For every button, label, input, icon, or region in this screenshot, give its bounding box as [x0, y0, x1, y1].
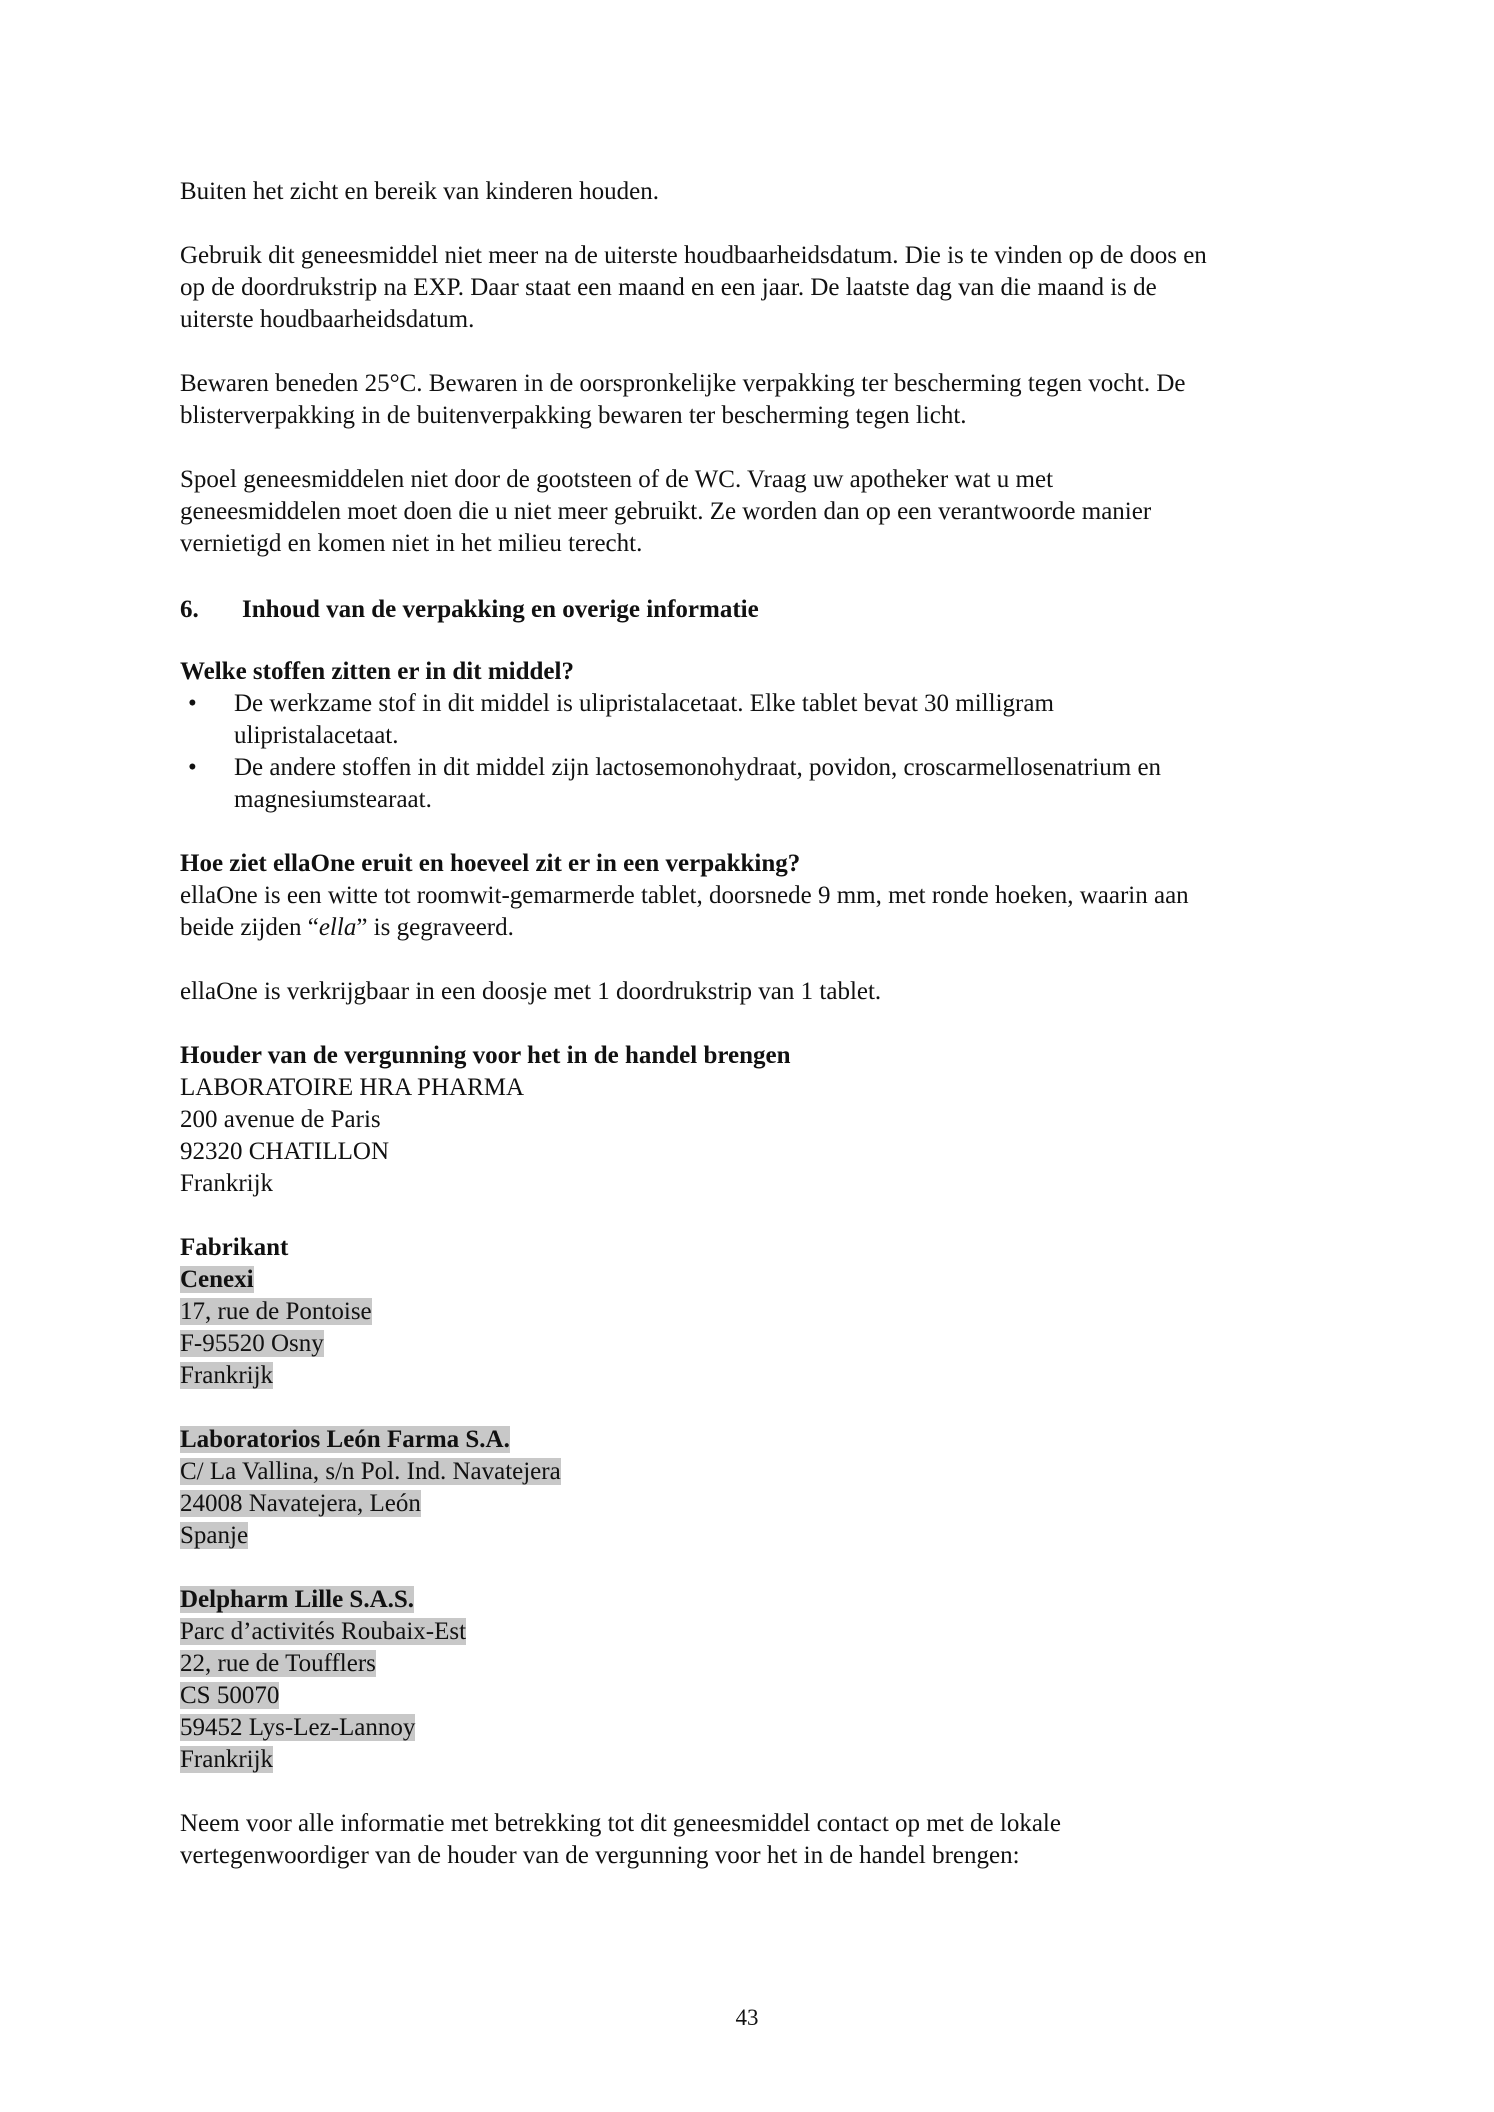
paragraph-keep-away: Buiten het zicht en bereik van kinderen houden.: [180, 178, 660, 205]
address-line: Parc d’activités Roubaix-Est: [180, 1618, 467, 1645]
address-line: 59452 Lys-Lez-Lannoy: [180, 1714, 416, 1741]
paragraph-pack: ellaOne is verkrijgbaar in een doosje met 1 doordrukstrip van 1 tablet.: [180, 978, 882, 1005]
section-title: Inhoud van de verpakking en overige informatie: [242, 596, 759, 623]
text-line: geneesmiddelen moet doen die u niet meer gebruikt. Ze worden dan op een verantwoorde manier: [180, 498, 1152, 525]
address-line: 92320 CHATILLON: [180, 1138, 390, 1165]
text-line: Spoel geneesmiddelen niet door de gootsteen of de WC. Vraag uw apotheker wat u met: [180, 466, 1054, 493]
address-line: LABORATOIRE HRA PHARMA: [180, 1074, 525, 1101]
list-item: [180, 688, 1330, 752]
paragraph-contact: [180, 1808, 1330, 1872]
engraving-text: ella: [318, 914, 357, 941]
text-line: [180, 912, 1330, 944]
manufacturer-site: [180, 1584, 1330, 1776]
address-line: F-95520 Osny: [180, 1330, 324, 1357]
text-line: op de doordrukstrip na EXP. Daar staat een maand en een jaar. De laatste dag van die maand is de: [180, 274, 1157, 301]
holder-heading: Houder van de vergunning voor het in de handel brengen: [180, 1042, 791, 1069]
text-fragment: ” is gegraveerd.: [356, 914, 514, 941]
section-heading: [180, 594, 1330, 626]
text-line: vernietigd en komen niet in het milieu terecht.: [180, 530, 643, 557]
text-line: De werkzame stof in dit middel is ulipristalacetaat. Elke tablet bevat 30 milligram: [234, 690, 1054, 717]
manufacturer-name: Cenexi: [180, 1266, 254, 1293]
appearance-heading: Hoe ziet ellaOne eruit en hoeveel zit er in een verpakking?: [180, 850, 801, 877]
text-line: uiterste houdbaarheidsdatum.: [180, 306, 475, 333]
paragraph-appearance: [180, 880, 1330, 944]
page-number: 43: [735, 2005, 759, 2030]
text-line: De andere stoffen in dit middel zijn lactosemonohydraat, povidon, croscarmellosenatrium en: [234, 754, 1162, 781]
address-line: 22, rue de Toufflers: [180, 1650, 376, 1677]
ingredients-list: [180, 688, 1330, 816]
holder-address: [180, 1072, 1330, 1200]
address-line: Frankrijk: [180, 1362, 274, 1389]
paragraph-disposal: [180, 464, 1330, 560]
text-line: ulipristalacetaat.: [234, 722, 399, 749]
paragraph-storage: [180, 368, 1330, 432]
text-line: ellaOne is een witte tot roomwit-gemarmerde tablet, doorsnede 9 mm, met ronde hoeken, waarin aan: [180, 882, 1189, 909]
document-page: [180, 176, 1330, 1872]
text-line: Bewaren beneden 25°C. Bewaren in de oorspronkelijke verpakking ter bescherming tegen vocht. De: [180, 370, 1186, 397]
text-line: magnesiumstearaat.: [234, 786, 432, 813]
address-line: CS 50070: [180, 1682, 280, 1709]
ingredients-heading: Welke stoffen zitten er in dit middel?: [180, 658, 574, 685]
address-line: Frankrijk: [180, 1746, 274, 1773]
address-line: C/ La Vallina, s/n Pol. Ind. Navatejera: [180, 1458, 561, 1485]
manufacturer-site: [180, 1264, 1330, 1392]
bullet-icon: •: [188, 690, 197, 717]
text-line: Neem voor alle informatie met betrekking tot dit geneesmiddel contact op met de lokale: [180, 1810, 1061, 1837]
address-line: Frankrijk: [180, 1170, 274, 1197]
address-line: 24008 Navatejera, León: [180, 1490, 421, 1517]
address-line: 200 avenue de Paris: [180, 1106, 381, 1133]
paragraph-expiry: [180, 240, 1330, 336]
manufacturer-site: [180, 1424, 1330, 1552]
address-line: 17, rue de Pontoise: [180, 1298, 372, 1325]
text-line: vertegenwoordiger van de houder van de vergunning voor het in de handel brengen:: [180, 1842, 1020, 1869]
list-item: [180, 752, 1330, 816]
text-line: blisterverpakking in de buitenverpakking bewaren ter bescherming tegen licht.: [180, 402, 967, 429]
manufacturer-name: Laboratorios León Farma S.A.: [180, 1426, 510, 1453]
bullet-icon: •: [188, 754, 197, 781]
manufacturer-heading: Fabrikant: [180, 1234, 289, 1261]
text-line: Gebruik dit geneesmiddel niet meer na de uiterste houdbaarheidsdatum. Die is te vinden op de doos en: [180, 242, 1207, 269]
section-number: 6.: [180, 596, 199, 623]
text-fragment: beide zijden “: [180, 914, 319, 941]
address-line: Spanje: [180, 1522, 249, 1549]
manufacturer-name: Delpharm Lille S.A.S.: [180, 1586, 415, 1613]
